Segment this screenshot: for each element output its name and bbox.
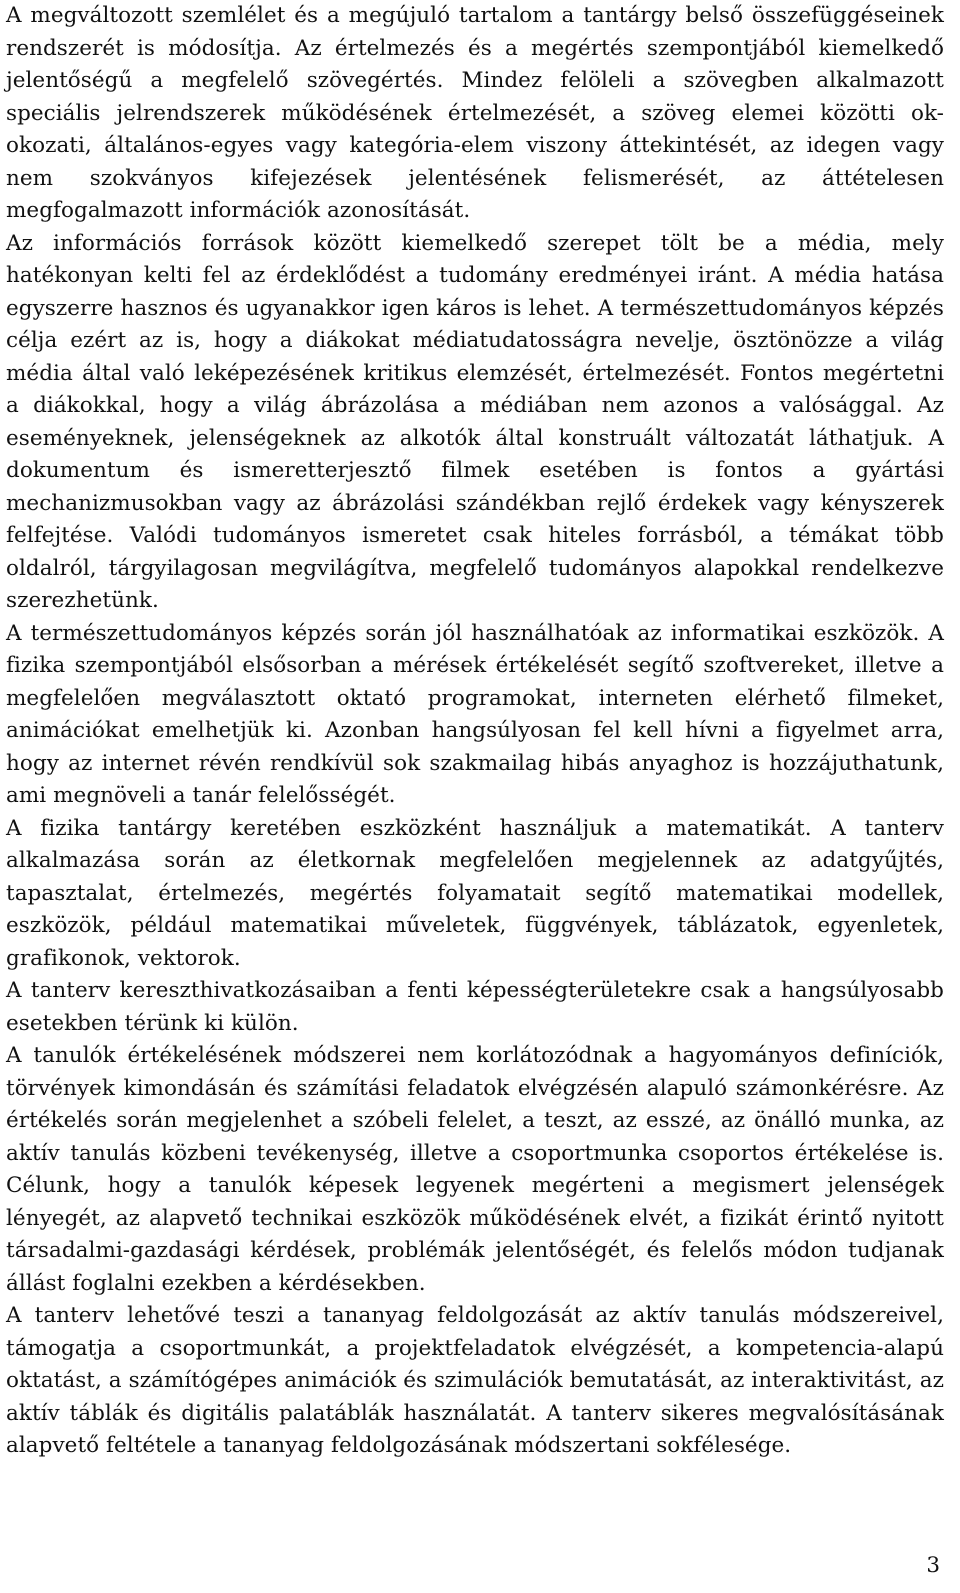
- paragraph-5: A tanterv kereszthivatkozásaiban a fenti képességterületekre csak a hangsúlyosabb esetekben térünk ki külön.: [6, 978, 944, 1036]
- paragraph-2: Az információs források között kiemelkedő szerepet tölt be a média, mely hatékonyan kelti fel az érdeklődést a tudomány eredményei iránt. A média hatása egyszerre hasznos és ugyanakkor igen káros is lehet. A természettudományos képzés célja ezért az is, hogy a diákokat médiatudatosságra nevelje, ösztönözze a világ média által való leképezésének kritikus elemzését, értelmezését. Fontos megértetni a diákokkal, hogy a világ ábrázolása a médiában nem azonos a valósággal. Az eseményeknek, jelenségeknek az alkotók által konstruált változatát láthatjuk. A dokumentum és ismeretterjesztő filmek esetében is fontos a gyártási mechanizmusokban vagy az ábrázolási szándékban rejlő érdekek vagy kényszerek felfejtése. Valódi tudományos ismeretet csak hiteles forrásból, a témákat több oldalról, tárgyilagosan megvilágítva, megfelelő tudományos alapokkal rendelkezve szerezhetünk.: [6, 230, 944, 613]
- paragraph-7: A tanterv lehetővé teszi a tananyag feldolgozását az aktív tanulás módszereivel, támogatja a csoportmunkát, a projektfeladatok elvégzését, a kompetencia-alapú oktatást, a számítógépes animációk és szimulációk bemutatását, az interaktivitást, az aktív táblák és digitális palatáblák használatát. A tanterv sikeres megvalósításának alapvető feltétele a tananyag feldolgozásának módszertani sokfélesége.: [6, 1303, 944, 1458]
- paragraph-4: A fizika tantárgy keretében eszközként használjuk a matematikát. A tanterv alkalmazása során az életkornak megfelelően megjelennek az adatgyűjtés, tapasztalat, értelmezés, megértés folyamatait segítő matematikai modellek, eszközök, például matematikai műveletek, függvények, táblázatok, egyenletek, grafikonok, vektorok.: [6, 815, 944, 971]
- paragraph-1: A megváltozott szemlélet és a megújuló tartalom a tantárgy belső összefüggéseinek rendszerét is módosítja. Az értelmezés és a megértés szempontjából kiemelkedő jelentőségű a megfelelő szövegértés. Mindez felöleli a szövegben alkalmazott speciális jelrendszerek működésének értelmezését, a szöveg elemei közötti ok-okozati, általános-egyes vagy kategória-elem viszony áttekintését, az idegen vagy nem szokványos kifejezések jelentésének felismerését, az áttételesen megfogalmazott információk azonosítását.: [6, 3, 944, 223]
- paragraph-3: A természettudományos képzés során jól használhatóak az informatikai eszközök. A fizika szempontjából elsősorban a mérések értékelését segítő szoftvereket, illetve a megfelelően megválasztott oktató programokat, interneten elérhető filmeket, animációkat emelhetjük ki. Azonban hangsúlyosan fel kell hívni a figyelmet arra, hogy az internet révén rendkívül sok szakmailag hibás anyaghoz is hozzájuthatunk, ami megnöveli a tanár felelősségét.: [6, 620, 944, 808]
- paragraph-6: A tanulók értékelésének módszerei nem korlátozódnak a hagyományos definíciók, törvények kimondásán és számítási feladatok elvégzésén alapuló számonkérésre. Az értékelés során megjelenhet a szóbeli felelet, a teszt, az esszé, az önálló munka, az aktív tanulás közbeni tevékenység, illetve a csoportmunka csoportos értékelése is. Célunk, hogy a tanulók képesek legyenek megérteni a megismert jelenségek lényegét, az alapvető technikai eszközök működésének elvét, a fizikát érintő nyitott társadalmi-gazdasági kérdések, problémák jelentőségét, és felelős módon tudjanak állást foglalni ezekben a kérdésekben.: [6, 1043, 944, 1296]
- page-number: 3: [926, 1553, 940, 1578]
- document-body: [6, 0, 944, 1463]
